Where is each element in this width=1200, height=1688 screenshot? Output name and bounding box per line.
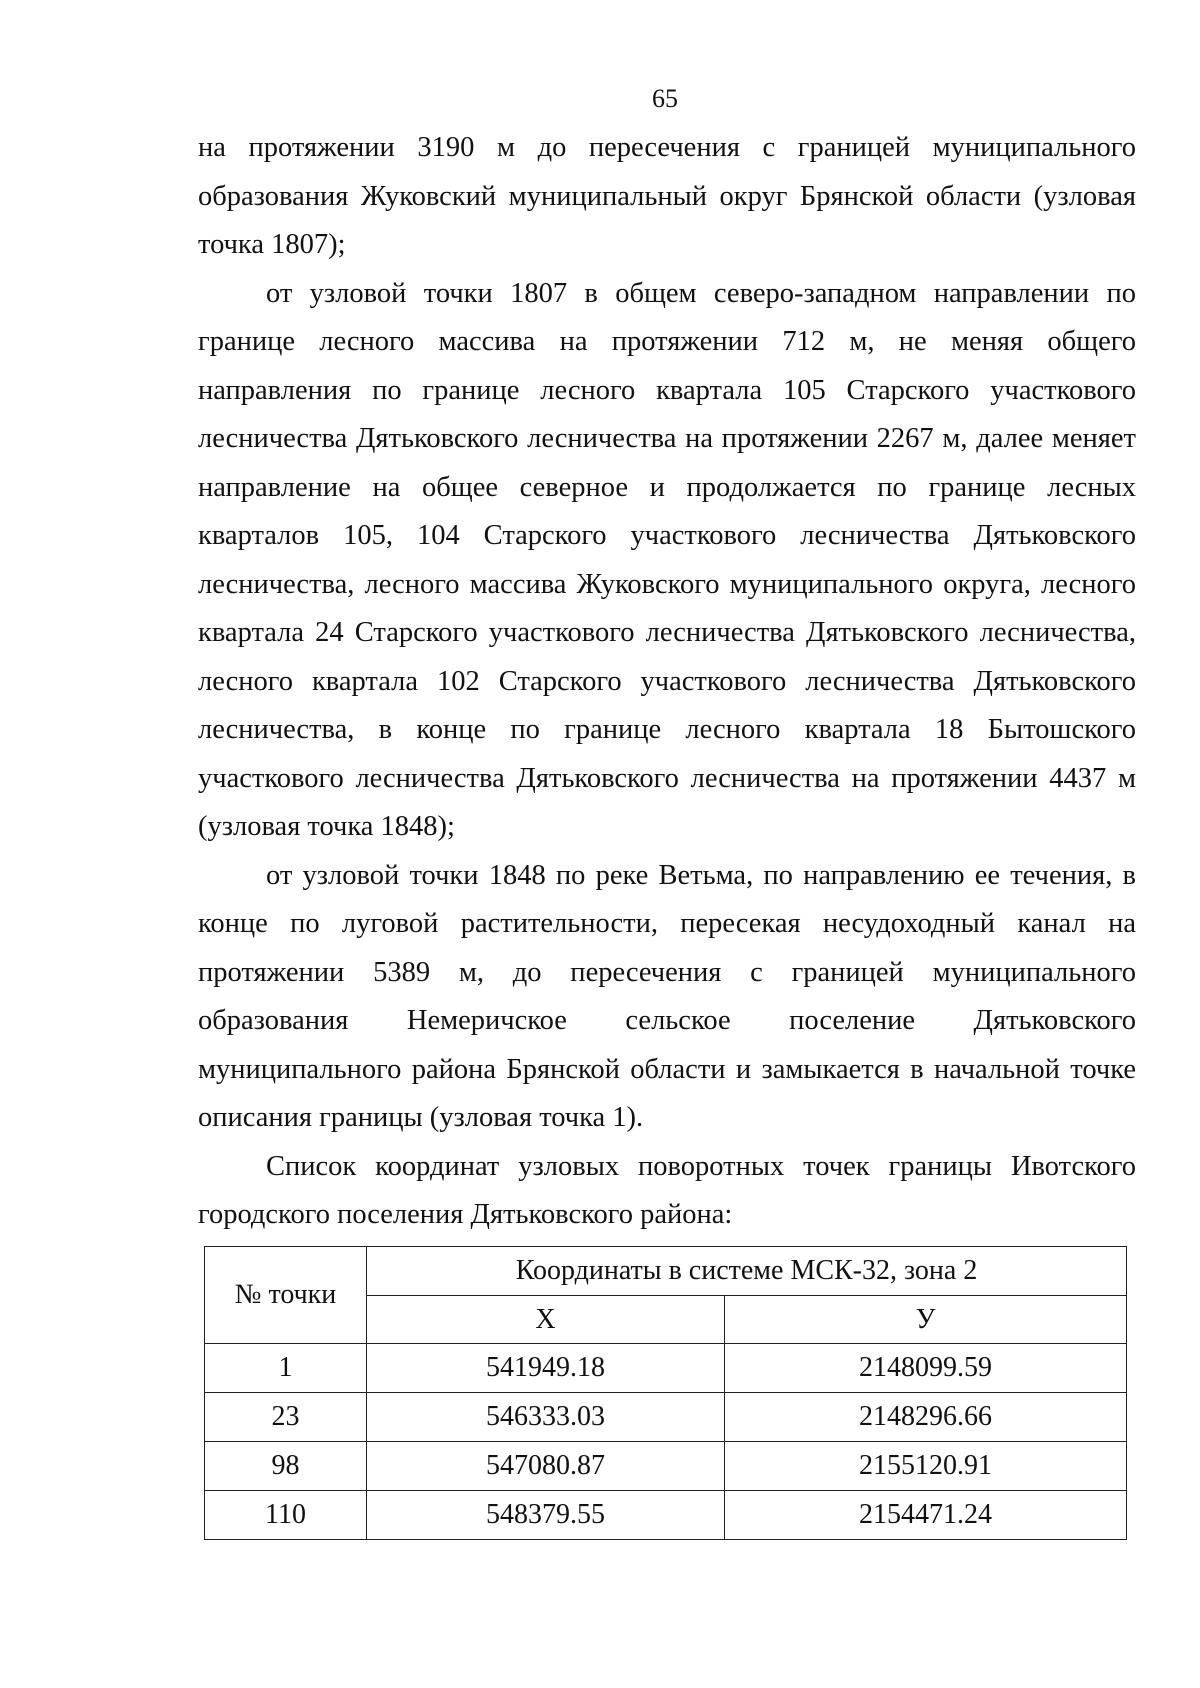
paragraph: от узловой точки 1848 по реке Ветьма, по направлению ее течения, в конце по луговой растительности, пересекая несудоходный канал на протяжении 5389 м, до пересечения с границей муниципального образования Немеричское сельское поселение Дятьковского муниципального района Брянской области и замыкается в начальной точке описания границы (узловая точка 1). bbox=[198, 859, 1136, 1133]
cell-y: 2155120.91 bbox=[725, 1442, 1127, 1491]
cell-point: 110 bbox=[205, 1491, 367, 1540]
paragraph: на протяжении 3190 м до пересечения с границей муниципального образования Жуковский муниципальный округ Брянской области (узловая точка 1807); bbox=[198, 132, 1136, 260]
page-number: 65 bbox=[652, 84, 678, 113]
table-row bbox=[205, 1393, 1127, 1442]
paragraph: от узловой точки 1807 в общем северо-западном направлении по границе лесного массива на протяжении 712 м, не меняя общего направления по границе лесного квартала 105 Старского участкового лесничества Дятьковского лесничества на протяжении 2267 м, далее меняет направление на общее северное и продолжается по границе лесных кварталов 105, 104 Старского участкового лесничества Дятьковского лесничества, лесного массива Жуковского муниципального округа, лесного квартала 24 Старского участкового лесничества Дятьковского лесничества, лесного квартала 102 Старского участкового лесничества Дятьковского лесничества, в конце по границе лесного квартала 18 Бытошского участкового лесничества Дятьковского лесничества на протяжении 4437 м (узловая точка 1848); bbox=[198, 277, 1136, 842]
cell-y: 2148296.66 bbox=[725, 1393, 1127, 1442]
cell-y: 2154471.24 bbox=[725, 1491, 1127, 1540]
coordinates-table bbox=[204, 1246, 1127, 1540]
cell-x: 547080.87 bbox=[367, 1442, 725, 1491]
cell-x: 546333.03 bbox=[367, 1393, 725, 1442]
cell-x: 548379.55 bbox=[367, 1491, 725, 1540]
cell-x: 541949.18 bbox=[367, 1344, 725, 1393]
header-point-number: № точки bbox=[205, 1247, 367, 1344]
cell-point: 23 bbox=[205, 1393, 367, 1442]
cell-y: 2148099.59 bbox=[725, 1344, 1127, 1393]
table-caption: Список координат узловых поворотных точек границы Ивотского городского поселения Дятьковского района: bbox=[198, 1150, 1136, 1230]
table-row bbox=[205, 1491, 1127, 1540]
cell-point: 98 bbox=[205, 1442, 367, 1491]
cell-point: 1 bbox=[205, 1344, 367, 1393]
table-row bbox=[205, 1442, 1127, 1491]
header-y: У bbox=[725, 1296, 1127, 1344]
header-x: Х bbox=[367, 1296, 725, 1344]
document-body bbox=[198, 124, 1136, 1240]
header-coordinate-system: Координаты в системе МСК-32, зона 2 bbox=[367, 1247, 1127, 1296]
table-row bbox=[205, 1344, 1127, 1393]
